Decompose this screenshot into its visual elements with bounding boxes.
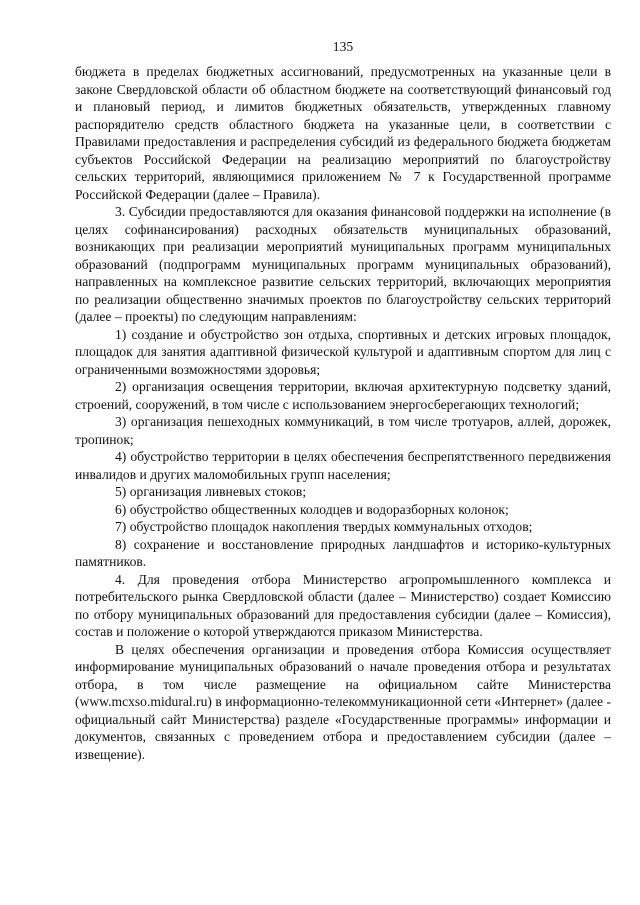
paragraph-item-3: 3. Субсидии предоставляются для оказания финансовой поддержки на исполнение (в целях софинансирования) расходных обязательств муниципальных образований, возникающих при реализации мероприятий муниципальных программ муниципальных образований (подпрограмм муниципальных программ муниципальных образований), направленных на комплексное развитие сельских территорий, включающих мероприятия по реализации общественно значимых проектов по благоустройству сельских территорий (далее – проекты) по следующим направлениям:: [75, 204, 611, 324]
list-item: 6) обустройство общественных колодцев и водоразборных колонок;: [115, 501, 509, 517]
paragraph-commission-info: В целях обеспечения организации и проведения отбора Комиссия осуществляет информирование муниципальных образований о начале проведения отбора и результатах отбора, в том числе размещение на официальном сайте Министерства (www.mcxso.midural.ru) в информационно-телекоммуникационной сети «Интернет» (далее - официальный сайт Министерства) разделе «Государственные программы» информации и документов, связанных с проведением отбора и предоставлением субсидии (далее – извещение).: [75, 641, 611, 762]
page-number: 135: [332, 39, 354, 54]
list-item: 4) обустройство территории в целях обеспечения беспрепятственного передвижения инвалидов и других маломобильных групп населения;: [75, 449, 611, 482]
list-item: 8) сохранение и восстановление природных ландшафтов и историко-культурных памятников.: [75, 536, 611, 569]
document-body: [75, 63, 611, 763]
paragraph-continuation: бюджета в пределах бюджетных ассигнований, предусмотренных на указанные цели в законе Свердловской области об областном бюджете на соответствующий финансовый год и плановый период, и лимитов бюджетных обязательств, утвержденных главному распорядителю средств областного бюджета на указанные цели, в соответствии с Правилами предоставления и распределения субсидий из федерального бюджета бюджетам субъектов Российской Федерации на реализацию мероприятий по благоустройству сельских территорий, являющимися приложением № 7 к Государственной программе Российской Федерации (далее – Правила).: [75, 64, 611, 202]
list-item: 3) организация пешеходных коммуникаций, в том числе тротуаров, аллей, дорожек, тропинок;: [75, 414, 611, 447]
list-item: 1) создание и обустройство зон отдыха, спортивных и детских игровых площадок, площадок для занятия адаптивной физической культурой и адаптивным спортом для лиц с ограниченными возможностями здоровья;: [75, 326, 611, 377]
paragraph-item-4: 4. Для проведения отбора Министерство агропромышленного комплекса и потребительского рынка Свердловской области (далее – Министерство) создает Комиссию по отбору муниципальных образований для предоставления субсидии (далее – Комиссия), состав и положение о которой утверждаются приказом Министерства.: [75, 571, 611, 639]
list-item: 7) обустройство площадок накопления твердых коммунальных отходов;: [115, 519, 533, 534]
list-item: 2) организация освещения территории, включая архитектурную подсветку зданий, строений, сооружений, в том числе с использованием энергосберегающих технологий;: [75, 379, 611, 412]
list-item: 5) организация ливневых стоков;: [115, 484, 307, 499]
